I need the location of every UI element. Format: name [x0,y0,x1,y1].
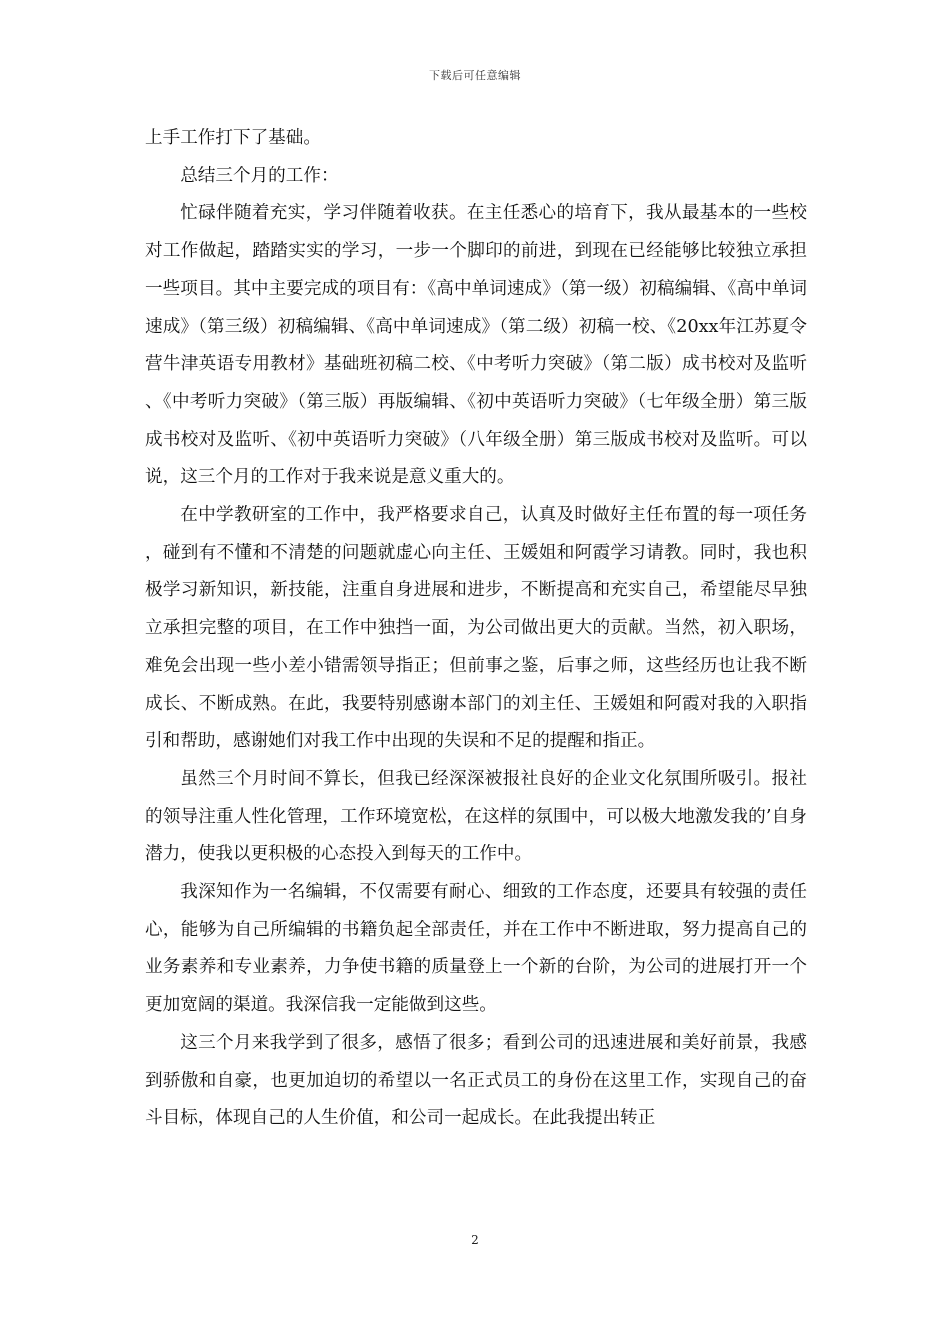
paragraph-company-culture: 虽然三个月时间不算长，但我已经深深被报社良好的企业文化氛围所吸引。报社的领导注重人性化管理，工作环境宽松，在这样的氛围中，可以极大地激发我的’自身潜力，使我以更积极的心态投入到每天的工作中。 [145,768,807,865]
document-body [145,120,807,1138]
paragraph-editor-responsibility: 我深知作为一名编辑，不仅需要有耐心、细致的工作态度，还要具有较强的责任心，能够为自己所编辑的书籍负起全部责任，并在工作中不断进取，努力提高自己的业务素养和专业素养，力争使书籍的质量登上一个新的台阶，为公司的进展打开一个更加宽阔的渠道。我深信我一定能做到这些。 [145,882,807,1016]
paragraph-work-attitude: 在中学教研室的工作中，我严格要求自己，认真及时做好主任布置的每一项任务，碰到有不懂和不清楚的问题就虚心向主任、王媛姐和阿霞学习请教。同时，我也积极学习新知识，新技能，注重自身进展和进步，不断提高和充实自己，希望能尽早独立承担完整的项目，在工作中独挡一面，为公司做出更大的贡献。当然，初入职场，难免会出现一些小差小错需领导指正；但前事之鉴，后事之师，这些经历也让我不断成长、不断成熟。在此，我要特别感谢本部门的刘主任、王媛姐和阿霞对我的入职指引和帮助，感谢她们对我工作中出现的失误和不足的提醒和指正。 [145,505,807,752]
paragraph-projects: 忙碌伴随着充实，学习伴随着收获。在主任悉心的培育下，我从最基本的一些校对工作做起，踏踏实实的学习，一步一个脚印的前进，到现在已经能够比较独立承担一些项目。其中主要完成的项目有：《高中单词速成》（第一级）初稿编辑、《高中单词速成》（第三级）初稿编辑、《高中单词速成》（第二级）初稿一校、《20xx年江苏夏令营牛津英语专用教材》基础班初稿二校、《中考听力突破》（第二版）成书校对及监听、《中考听力突破》（第三版）再版编辑、《初中英语听力突破》（七年级全册）第三版成书校对及监听、《初中英语听力突破》（八年级全册）第三版成书校对及监听。可以说，这三个月的工作对于我来说是意义重大的。 [145,203,807,488]
paragraph-summary-heading: 总结三个月的工作： [180,165,339,186]
page-header: 下载后可任意编辑 [429,69,521,82]
paragraph-continuation: 上手工作打下了基础。 [145,128,321,148]
page-number: 2 [471,1233,479,1247]
paragraph-conclusion: 这三个月来我学到了很多，感悟了很多；看到公司的迅速进展和美好前景，我感到骄傲和自豪，也更加迫切的希望以一名正式员工的身份在这里工作，实现自己的奋斗目标，体现自己的人生价值，和公司一起成长。在此我提出转正 [145,1032,807,1129]
